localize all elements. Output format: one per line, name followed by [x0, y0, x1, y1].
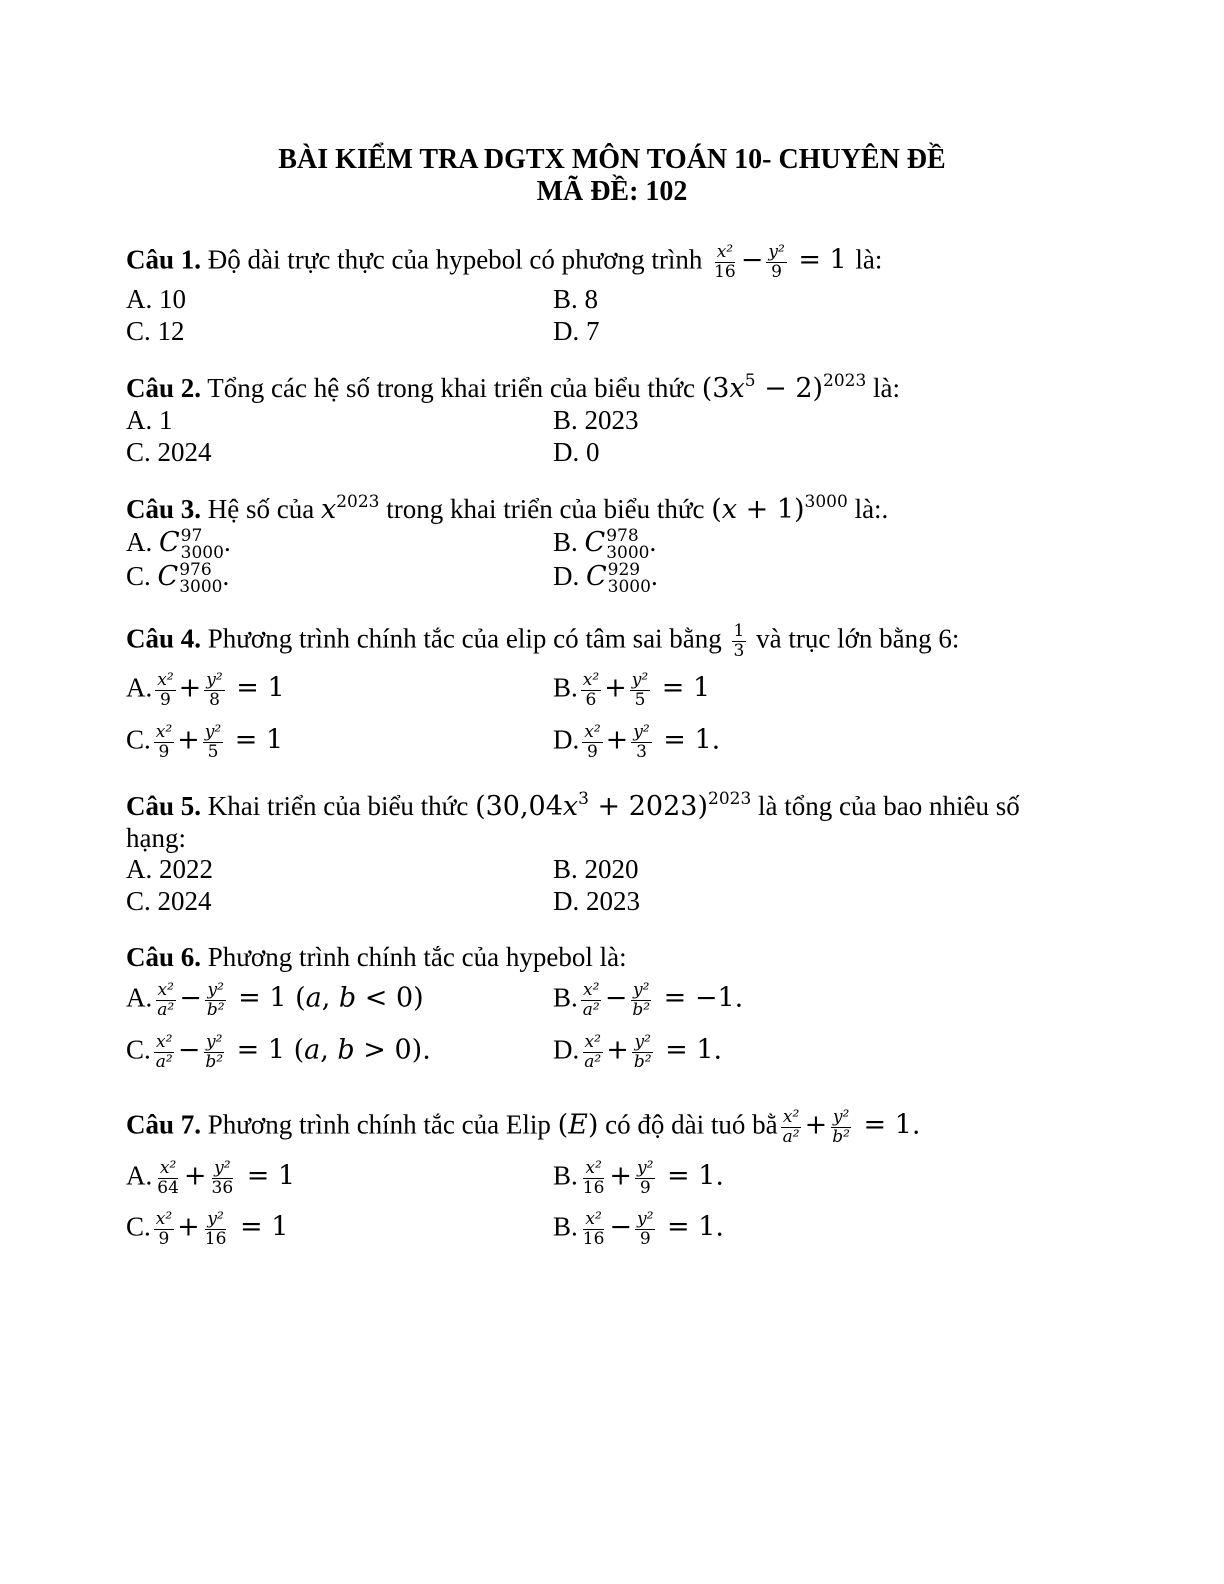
option-c[interactable]: C. $\frac{\text{x²}}{\text{a²}}$ − $\frac{\text{y²}}{\text{b²}}$ = 1 (a, b > 0).	[126, 1032, 431, 1072]
question-text-end: là:	[855, 244, 883, 275]
option-c[interactable]: C. 2024	[126, 886, 212, 916]
exam-title: BÀI KIỂM TRA DGTX MÔN TOÁN 10- CHUYÊN ĐỀ	[278, 144, 946, 175]
fraction: $\frac{\text{y²}}{9}$	[768, 242, 785, 282]
question-text-end: là:.	[854, 494, 889, 524]
option-a[interactable]: A. 10	[126, 284, 186, 314]
option-d[interactable]: D. $\frac{\text{x²}}{9}$ + $\frac{\text{y²}}{3}$ = 1.	[553, 722, 721, 762]
fraction: $\frac{\text{x²}}{16}$	[714, 242, 736, 282]
option-d[interactable]: D. 2023	[553, 886, 640, 916]
option-b[interactable]: B. C 978 3000 .	[553, 525, 657, 563]
question-2	[126, 372, 900, 405]
question-label: Câu 1.	[126, 244, 202, 275]
option-b[interactable]: B. $\frac{\text{x²}}{6}$ + $\frac{\text{y²}}{5}$ = 1	[553, 670, 711, 710]
option-b[interactable]: B. $\frac{\text{x²}}{\text{a²}}$ − $\frac{\text{y²}}{\text{b²}}$ = −1.	[553, 980, 744, 1020]
question-text-mid: có độ dài tuó bằ	[605, 1109, 778, 1140]
option-a[interactable]: A. 2022	[126, 854, 213, 884]
option-b[interactable]: B. 2020	[553, 854, 639, 884]
option-a[interactable]: A. $\frac{\text{x²}}{64}$ + $\frac{\text{y²}}{36}$ = 1	[126, 1158, 296, 1198]
question-text-end: là tổng của bao nhiêu số	[758, 791, 1020, 821]
option-d[interactable]: D. 0	[553, 437, 600, 467]
question-text-end: là:	[873, 373, 901, 403]
option-c[interactable]: C. $\frac{\text{x²}}{9}$ + $\frac{\text{y²}}{16}$ = 1	[126, 1209, 289, 1249]
math-expression: $(30,04x^3 + 2023)^{2023}$	[475, 789, 752, 822]
question-5	[126, 790, 1020, 823]
option-c[interactable]: C. 2024	[126, 437, 212, 467]
question-text: Tổng các hệ số trong khai triển của biểu thức	[207, 373, 695, 403]
question-text: Phương trình chính tắc của Elip	[207, 1109, 551, 1140]
option-c[interactable]: C. $\frac{\text{x²}}{9}$ + $\frac{\text{y²}}{5}$ = 1	[126, 722, 284, 762]
question-label: Câu 2.	[126, 373, 202, 403]
option-a[interactable]: A. 1	[126, 405, 173, 435]
question-1: Câu 1. Độ dài trực thực của hypebol có phương trình $\frac{\text{x²}}{16}$ − $\frac{\text{y²}}{9}$ = 1 là:	[126, 242, 883, 282]
math-expression: $(3x^5 - 2)^{2023}$	[701, 371, 867, 404]
question-6	[126, 941, 627, 973]
question-text: Hệ số của	[207, 494, 315, 524]
option-d[interactable]: D. $\frac{\text{x²}}{\text{a²}}$ + $\frac{\text{y²}}{\text{b²}}$ = 1.	[553, 1032, 723, 1072]
math-expression: $x^{2023}$	[320, 492, 380, 525]
option-a[interactable]: A. $\frac{\text{x²}}{\text{a²}}$ − $\frac{\text{y²}}{\text{b²}}$ = 1 (a, b < 0)	[126, 980, 424, 1020]
math-expression: $(x + 1)^{3000}$	[711, 492, 848, 525]
option-b[interactable]: B. 2023	[553, 405, 639, 435]
option-a[interactable]: A. C 97 3000 .	[126, 525, 231, 563]
option-a[interactable]: A. $\frac{\text{x²}}{9}$ + $\frac{\text{y²}}{8}$ = 1	[126, 670, 285, 710]
question-label: Câu 7.	[126, 1109, 202, 1140]
option-d[interactable]: D. C 929 3000 .	[553, 559, 658, 597]
math-expression: (E)	[557, 1109, 599, 1141]
question-label: Câu 5.	[126, 791, 202, 821]
question-4	[126, 622, 959, 661]
exam-code: MÃ ĐỀ: 102	[536, 176, 688, 207]
question-text-mid: trong khai triển của biểu thức	[386, 494, 705, 524]
question-text: Khai triển của biểu thức	[207, 791, 469, 821]
option-d[interactable]: D. 7	[553, 316, 600, 346]
question-label: Câu 3.	[126, 494, 202, 524]
question-5-continuation: hạng:	[126, 823, 186, 853]
question-text-end: và trục lớn bằng 6:	[756, 623, 960, 654]
option-c[interactable]: C. C 976 3000 .	[126, 559, 230, 597]
option-b[interactable]: B. $\frac{\text{x²}}{16}$ + $\frac{\text{y²}}{9}$ = 1.	[553, 1158, 725, 1198]
question-label: Câu 6.	[126, 942, 202, 972]
question-text: Phương trình chính tắc của elip có tâm sai bằng	[207, 623, 722, 654]
option-d[interactable]: B. $\frac{\text{x²}}{16}$ − $\frac{\text{y²}}{9}$ = 1.	[553, 1209, 725, 1249]
option-b[interactable]: B. 8	[553, 284, 599, 314]
question-text: Phương trình chính tắc của hypebol là:	[207, 942, 627, 972]
fraction: $\frac{1}{3}$	[733, 621, 745, 661]
option-c[interactable]: C. 12	[126, 316, 185, 346]
question-7: Câu 7. Phương trình chính tắc của Elip (E) có độ dài tuó bằ $\frac{\text{x²}}{\text{a²}}$ + $\frac{\text{y²}}{\text{b²}}$ = 1.	[126, 1107, 921, 1147]
question-label: Câu 4.	[126, 623, 202, 654]
question-text: Độ dài trực thực của hypebol có phương trình	[207, 244, 703, 275]
question-3	[126, 493, 888, 526]
